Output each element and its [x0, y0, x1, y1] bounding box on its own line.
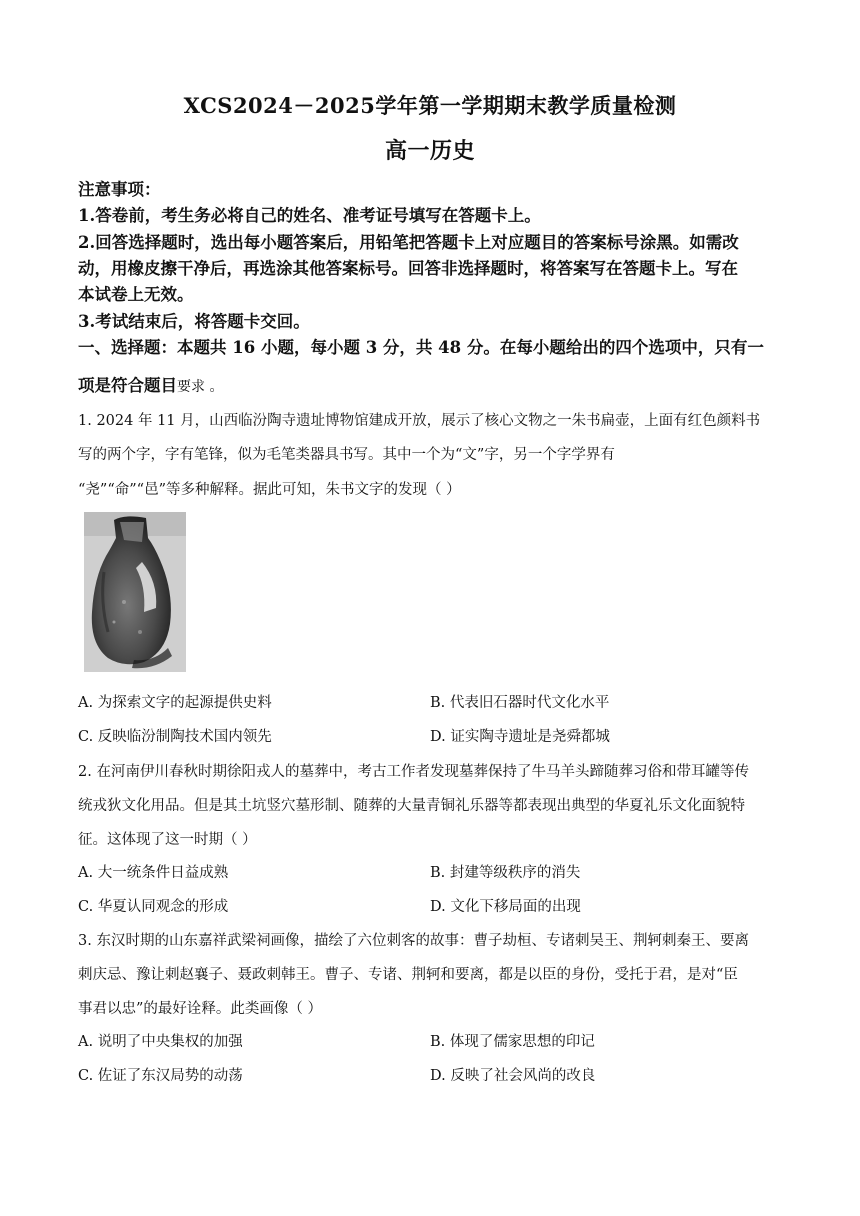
notice-item-2-line-3: 本试卷上无效。: [78, 285, 194, 304]
exam-subject: 高一历史: [384, 138, 475, 164]
section-1-heading-tail: 要求 。: [177, 379, 224, 395]
q2-option-d: D. 文化下移局面的出现: [430, 899, 581, 915]
q1-stem-line-2: 写的两个字，字有笔锋，似为毛笔类器具书写。其中一个为“文”字，另一个字学界有: [78, 447, 615, 463]
q3-option-c: C. 佐证了东汉局势的动荡: [78, 1068, 243, 1084]
q2-stem-line-3: 征。这体现了这一时期（ ）: [78, 832, 257, 848]
notice-item-1: 1.答卷前，考生务必将自己的姓名、准考证号填写在答题卡上。: [78, 206, 541, 225]
q1-option-a: A. 为探索文字的起源提供史料: [78, 695, 272, 711]
q2-option-b: B. 封建等级秩序的消失: [430, 865, 581, 881]
exam-title: XCS2024－2025学年第一学期期末教学质量检测: [183, 93, 677, 118]
q2-option-a: A. 大一统条件日益成熟: [78, 865, 229, 881]
notice-item-2-line-1: 2.回答选择题时，选出每小题答案后，用铅笔把答题卡上对应题目的答案标号涂黑。如需改: [78, 233, 739, 252]
q1-option-c: C. 反映临汾制陶技术国内领先: [78, 729, 272, 745]
q1-stem-line-1: 1. 2024 年 11 月，山西临汾陶寺遗址博物馆建成开放，展示了核心文物之一朱书扁壶，上面有红色颜料书: [78, 413, 761, 429]
q3-option-b: B. 体现了儒家思想的印记: [430, 1034, 595, 1050]
q1-option-d: D. 证实陶寺遗址是尧舜都城: [430, 729, 610, 745]
q1-stem-line-3: “尧”“命”“邑”等多种解释。据此可知，朱书文字的发现（ ）: [78, 482, 461, 498]
vase-photo: [84, 512, 186, 672]
section-1-heading-line-2: [78, 372, 788, 396]
q3-stem-line-3: 事君以忠”的最好诠释。此类画像（ ）: [78, 1001, 323, 1017]
notice-item-2-line-2: 动，用橡皮擦干净后，再选涂其他答案标号。回答非选择题时，将答案写在答题卡上。写在: [78, 259, 738, 278]
q3-stem-line-2: 刺庆忌、豫让刺赵襄子、聂政刺韩王。曹子、专诸、荆轲和要离，都是以臣的身份，受托于君，是对“臣: [78, 967, 738, 983]
section-1-heading-bold: 项是符合题目: [78, 376, 177, 395]
notice-item-3: 3.考试结束后，将答题卡交回。: [78, 312, 310, 331]
flask-icon: [84, 512, 186, 672]
notice-heading: 注意事项：: [78, 180, 161, 199]
q3-option-a: A. 说明了中央集权的加强: [78, 1034, 243, 1050]
q3-stem-line-1: 3. 东汉时期的山东嘉祥武梁祠画像，描绘了六位刺客的故事：曹子劫桓、专诸刺吴王、荆轲刺秦王、要离: [78, 933, 749, 949]
q2-option-c: C. 华夏认同观念的形成: [78, 899, 229, 915]
q2-stem-line-1: 2. 在河南伊川春秋时期徐阳戎人的墓葬中，考古工作者发现墓葬保持了牛马羊头蹄随葬习俗和带耳罐等传: [78, 764, 749, 780]
q2-stem-line-2: 统戎狄文化用品。但是其土坑竖穴墓形制、随葬的大量青铜礼乐器等都表现出典型的华夏礼乐文化面貌特: [78, 798, 745, 814]
section-1-heading: 一、选择题：本题共 16 小题，每小题 3 分，共 48 分。在每小题给出的四个选项中，只有一: [78, 338, 764, 357]
q1-option-b: B. 代表旧石器时代文化水平: [430, 695, 610, 711]
q3-option-d: D. 反映了社会风尚的改良: [430, 1068, 596, 1084]
